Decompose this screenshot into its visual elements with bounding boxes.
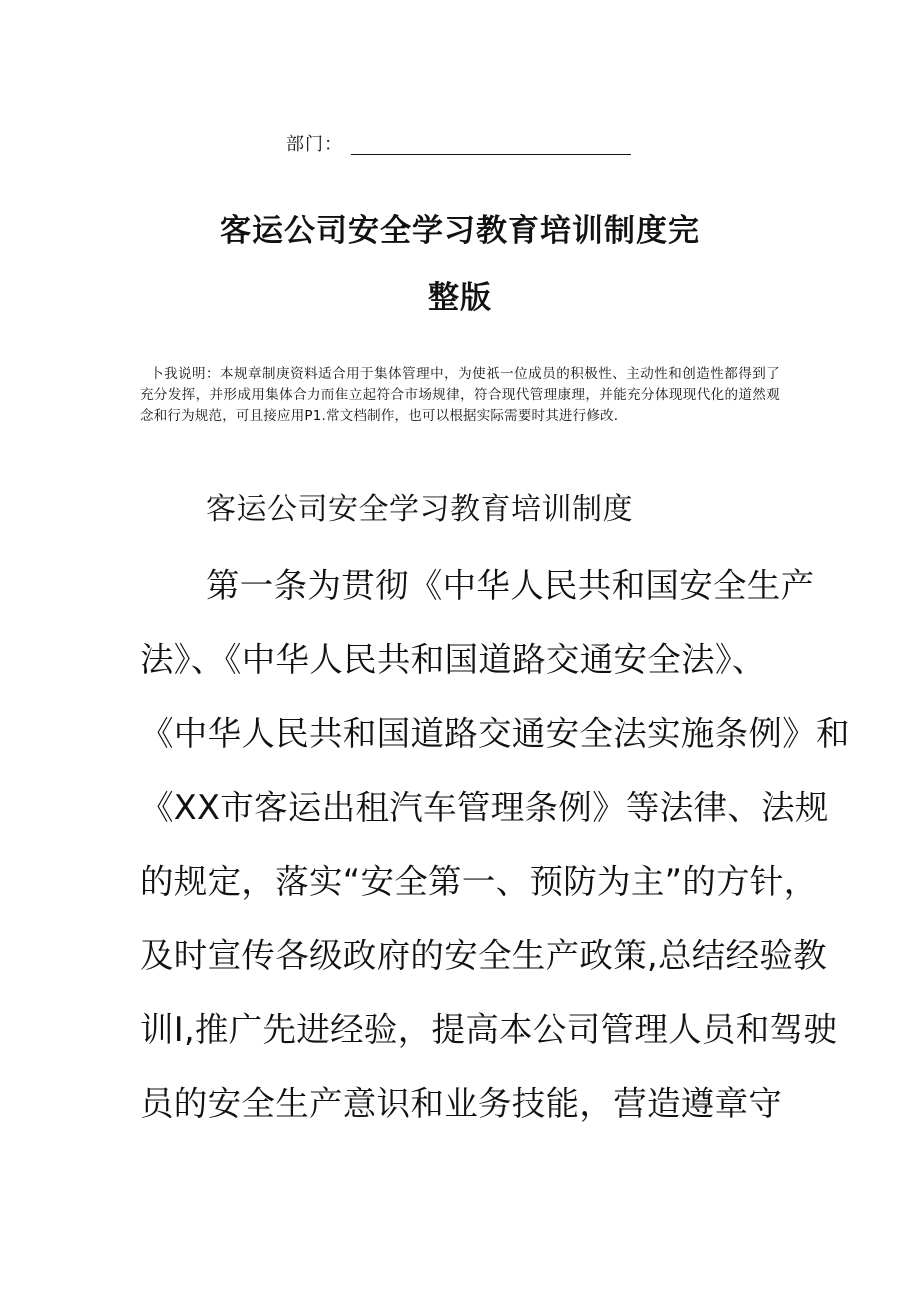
article-body [140, 560, 850, 1152]
body-line: 《中华人民共和国道路交通安全法实施条例》和 [140, 714, 850, 753]
body-line: 法》、《中华人民共和国道路交通安全法》、 [140, 640, 766, 679]
section-title: 客运公司安全学习教育培训制度 [206, 492, 633, 527]
usage-note: 卜我说明：本规章制庚资料适合用于集体管理中，为使祇一位成员的积极性、主动性和创造性都得到了充分发挥，并形成用集体合力而隹立起符合市场规律，符合现代管理康理，并能充分体现现代化的道然观念和行为规范，可且接应用P1.常文档制作，也可以根据实际需要时其进行修改. [140, 366, 780, 424]
document-title-line-2: 整版 [428, 280, 492, 316]
body-line: 第一条为贯彻《中华人民共和国安全生产 [206, 566, 815, 605]
body-line: 训I,推广先进经验，提高本公司管理人员和驾驶 [140, 1010, 838, 1049]
body-line: 的规定，落实“安全第一、预防为主”的方针， [140, 862, 818, 901]
body-line: 员的安全生产意识和业务技能，营造遵章守 [140, 1084, 783, 1123]
department-label: 部门： [286, 134, 343, 155]
body-line: 及时宣传各级政府的安全生产政策,总结经验教 [140, 936, 827, 975]
department-blank-line [351, 134, 631, 155]
document-title-line-1: 客运公司安全学习教育培训制度完 [220, 213, 700, 249]
department-row [286, 127, 631, 157]
body-line: 《XX市客运出租汽车管理条例》等法律、法规 [140, 788, 829, 827]
